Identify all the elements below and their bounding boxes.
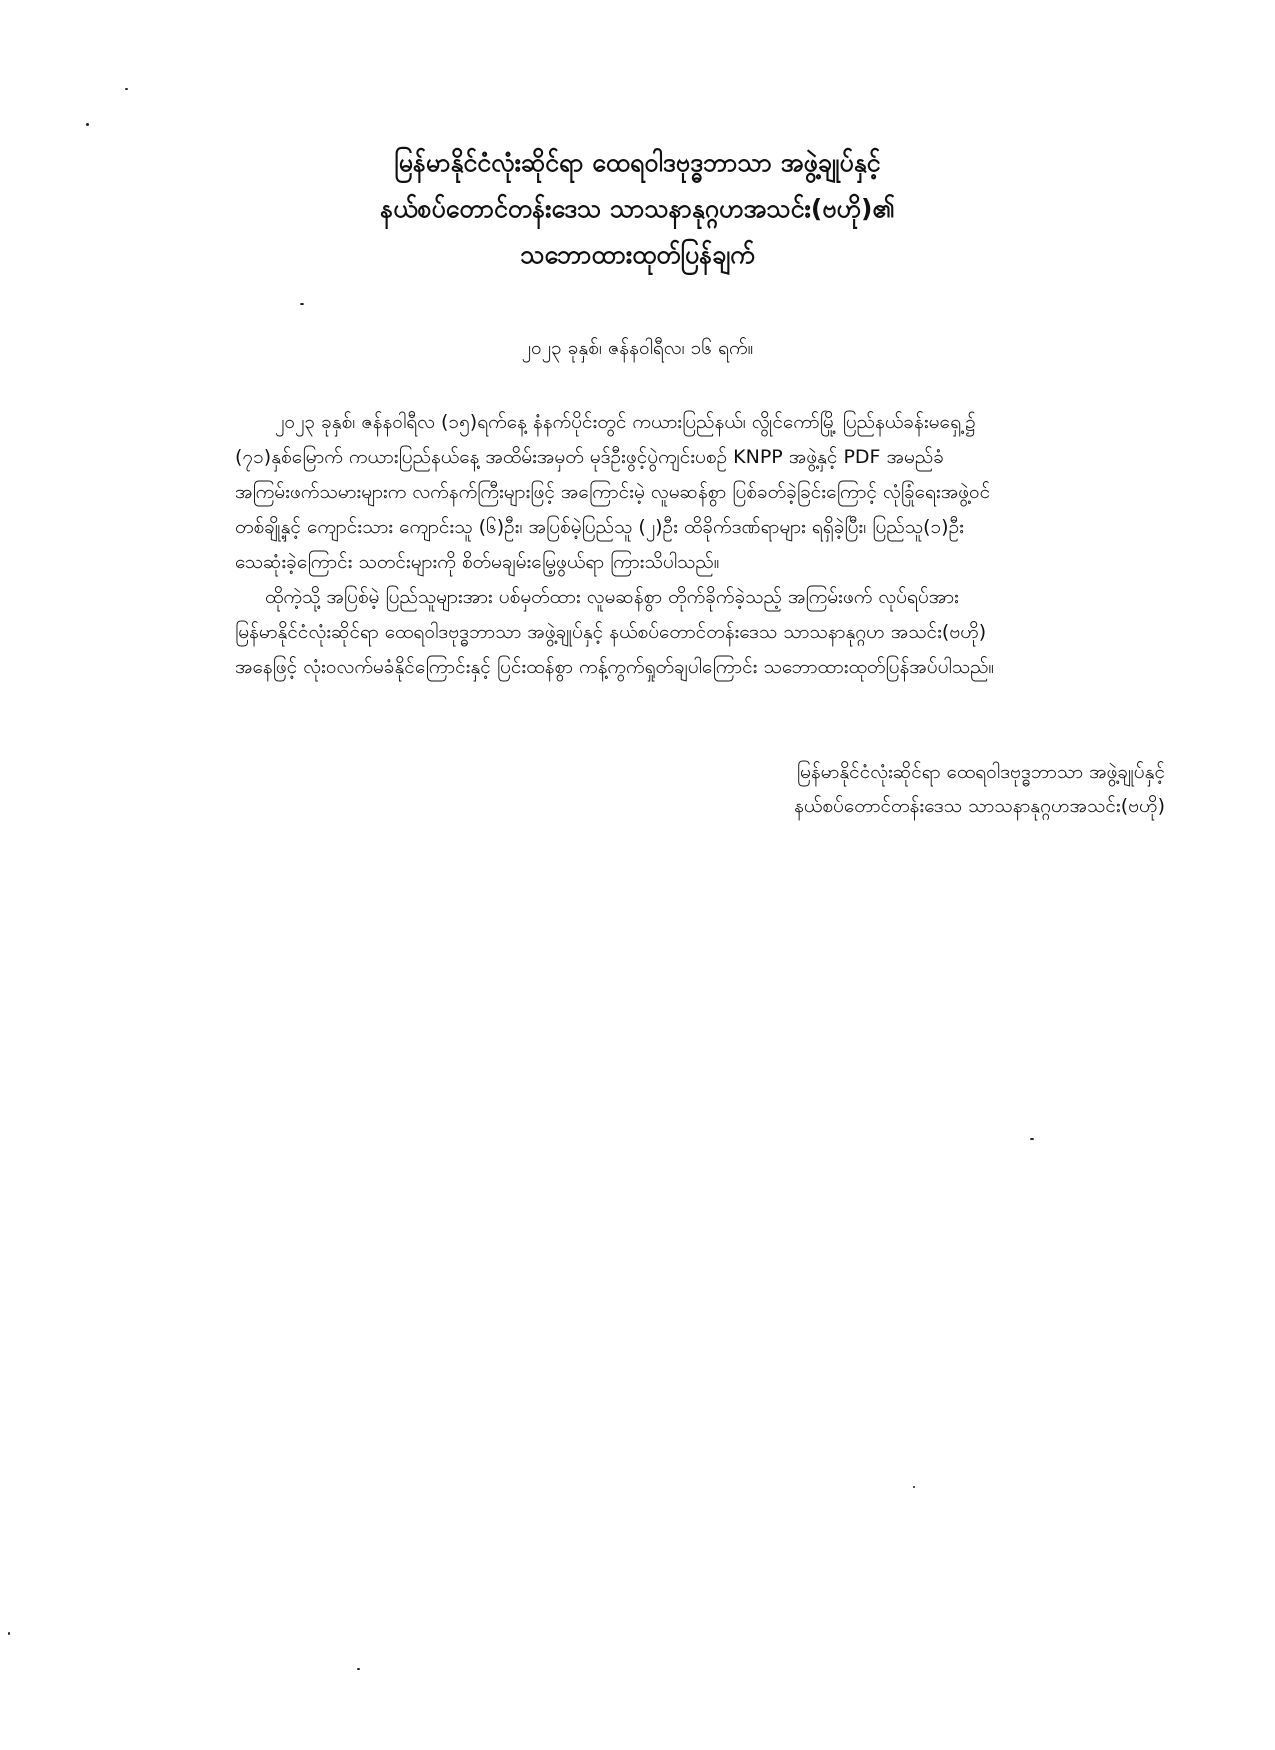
- scan-speck: [8, 1632, 10, 1635]
- paragraph-2: [205, 580, 1165, 685]
- paragraph-1-line-1: ၂၀၂၃ ခုနှစ်၊ ဇန်နဝါရီလ (၁၅)ရက်နေ့ နံနက်ပိုင်းတွင် ကယားပြည်နယ်၊ လွိုင်ကော်မြို့ ပြည်နယ်ခန်းမရှေ့၌: [275, 411, 976, 433]
- title-line-2: နယ်စပ်တောင်တန်းဒေသ သာသနာနုဂ္ဂဟအသင်း(ဗဟို)၏: [380, 194, 895, 223]
- title-line-1: မြန်မာနိုင်ငံလုံးဆိုင်ရာ ထေရဝါဒဗုဒ္ဓဘာသာ အဖွဲ့ချုပ်နှင့်: [394, 148, 881, 177]
- paragraph-1: [205, 405, 1165, 580]
- signature-line-2: နယ်စပ်တောင်တန်းဒေသ သာသနာနုဂ္ဂဟအသင်း(ဗဟို): [794, 795, 1165, 817]
- signature-block: [605, 755, 1165, 823]
- document-title: [200, 140, 1075, 278]
- document-body: [205, 405, 1165, 685]
- scan-speck: [913, 1486, 915, 1488]
- signature-line-1: မြန်မာနိုင်ငံလုံးဆိုင်ရာ ထေရဝါဒဗုဒ္ဓဘာသာ အဖွဲ့ချုပ်နှင့်: [796, 761, 1165, 783]
- scan-speck: [300, 303, 304, 305]
- scan-speck: [357, 1668, 360, 1670]
- scan-speck: [1030, 1138, 1034, 1140]
- paragraph-1-line-2: (၇၁)နှစ်မြောက် ကယားပြည်နယ်နေ့ အထိမ်းအမှတ် မုဒ်ဦးဖွင့်ပွဲကျင်းပစဉ် KNPP အဖွဲ့နှင့် PDF အမည်ခံ: [235, 446, 944, 468]
- scan-speck: [86, 123, 89, 126]
- paragraph-1-line-5: သေဆုံးခဲ့ကြောင်း သတင်းများကို စိတ်မချမ်းမြေ့ဖွယ်ရာ ကြားသိပါသည်။: [235, 551, 720, 573]
- document-date: ၂၀၂၃ ခုနှစ်၊ ဇန်နဝါရီလ၊ ၁၆ ရက်။: [521, 337, 754, 359]
- paragraph-2-line-1: ထိုကဲ့သို့ အပြစ်မဲ့ ပြည်သူများအား ပစ်မှတ်ထား လူမဆန်စွာ တိုက်ခိုက်ခဲ့သည့် အကြမ်းဖက် လုပ်ရပ်အား: [265, 586, 959, 608]
- paragraph-2-line-3: အနေဖြင့် လုံးဝလက်မခံနိုင်ကြောင်းနှင့် ပြင်းထန်စွာ ကန့်ကွက်ရှုတ်ချပါကြောင်း သဘောထားထုတ်ပြန်အပ်ပါသည်။: [235, 656, 995, 678]
- scan-speck: [125, 88, 128, 90]
- paragraph-2-line-2: မြန်မာနိုင်ငံလုံးဆိုင်ရာ ထေရဝါဒဗုဒ္ဓဘာသာ အဖွဲ့ချုပ်နှင့် နယ်စပ်တောင်တန်းဒေသ သာသနာနုဂ္ဂဟ အသင်း(ဗဟို): [235, 621, 987, 643]
- paragraph-1-line-3: အကြမ်းဖက်သမားများက လက်နက်ကြီးများဖြင့် အကြောင်းမဲ့ လူမဆန်စွာ ပြစ်ခတ်ခဲ့ခြင်းကြောင့် လုံခြုံရေးအဖွဲ့ဝင်: [235, 481, 991, 503]
- paragraph-1-line-4: တစ်ချို့နှင့် ကျောင်းသား ကျောင်းသူ (၆)ဦး၊ အပြစ်မဲ့ပြည်သူ (၂)ဦး ထိခိုက်ဒဏ်ရာများ ရရှိခဲ့ပြီး၊ ပြည်သူ(၁)ဦး: [235, 516, 964, 538]
- title-line-3: သဘောထားထုတ်ပြန်ချက်: [520, 240, 755, 269]
